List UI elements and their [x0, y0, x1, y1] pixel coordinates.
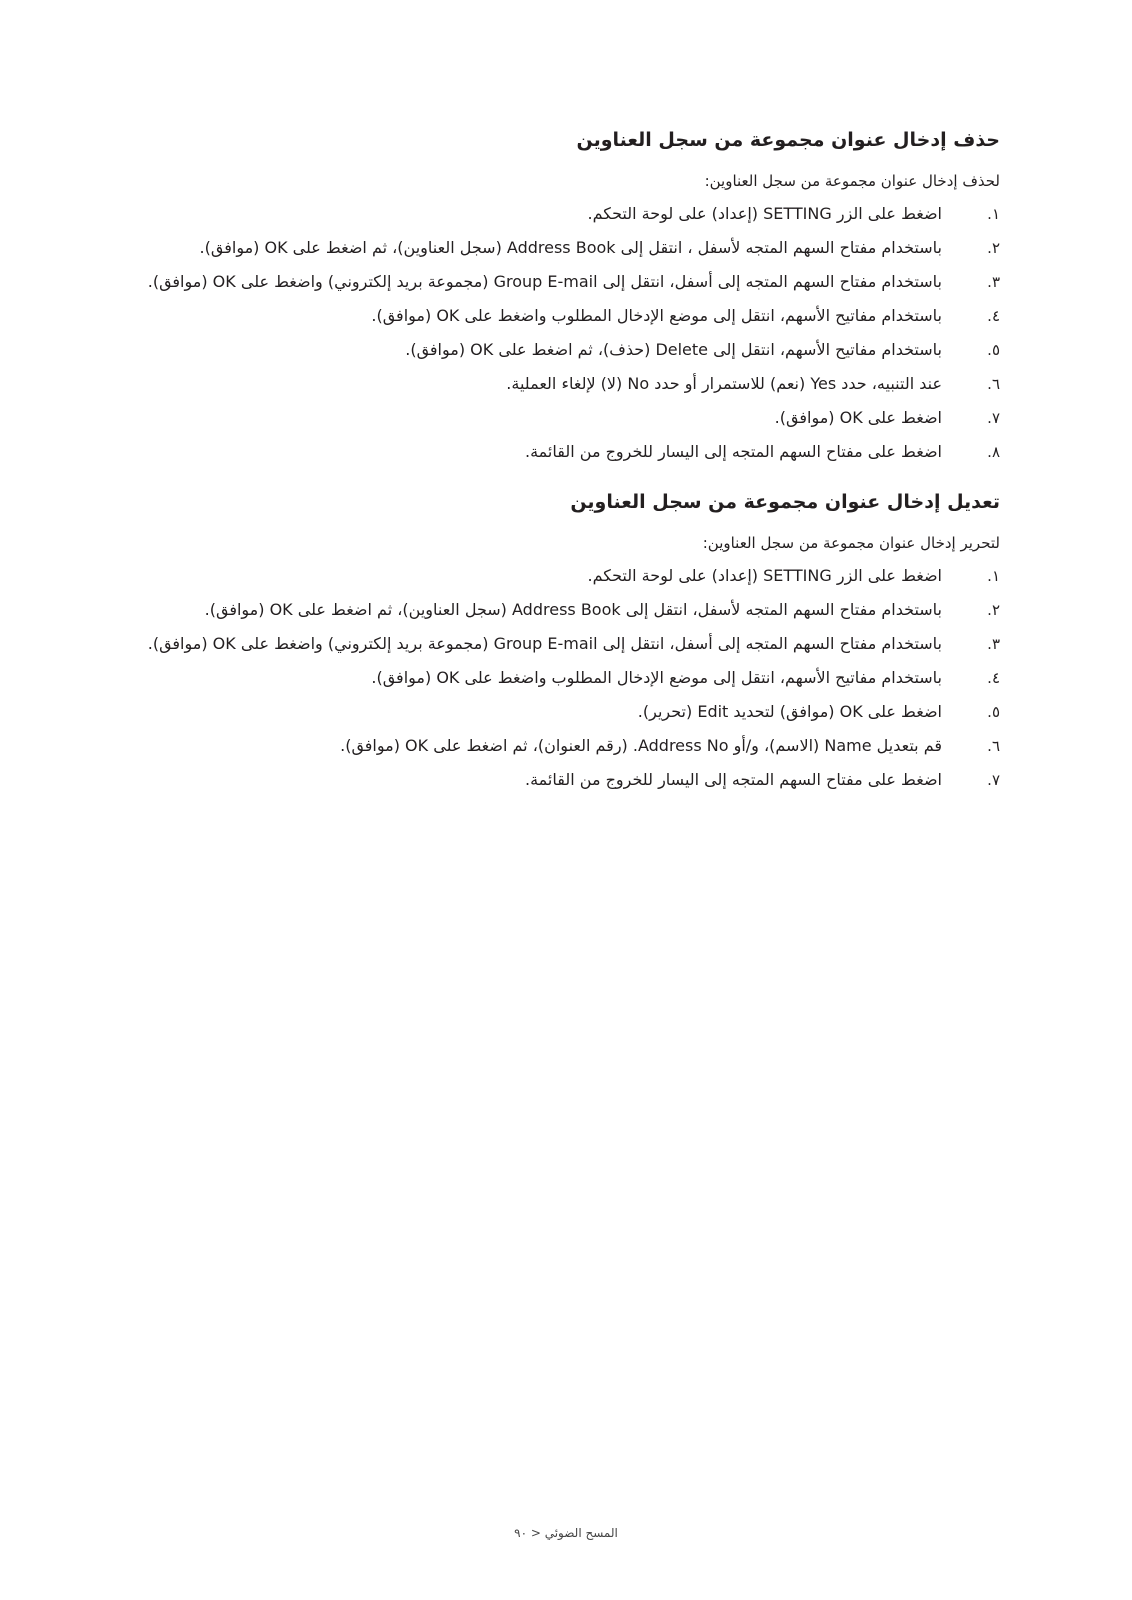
- step-text: باستخدام مفتاح السهم المتجه إلى أسفل، انتقل إلى Group E-mail (مجموعة بريد إلكتروني) واضغط على OK (موافق).: [147, 634, 942, 653]
- step-text: باستخدام مفتاح السهم المتجه لأسفل، انتقل إلى Address Book (سجل العناوين)، ثم اضغط على OK (موافق).: [204, 600, 942, 619]
- step-item: [120, 270, 1000, 294]
- step-item: [120, 202, 1000, 226]
- step-item: [120, 734, 1000, 758]
- step-number: ٨.: [987, 443, 1000, 461]
- step-number: ٦.: [987, 737, 1000, 755]
- step-item: [120, 666, 1000, 690]
- step-number: ٣.: [987, 635, 1000, 653]
- step-text: اضغط على مفتاح السهم المتجه إلى اليسار للخروج من القائمة.: [525, 442, 942, 461]
- step-text: اضغط على مفتاح السهم المتجه إلى اليسار للخروج من القائمة.: [525, 770, 942, 789]
- step-item: [120, 768, 1000, 792]
- step-item: [120, 338, 1000, 362]
- step-number: ٢.: [987, 239, 1000, 257]
- step-item: [120, 236, 1000, 260]
- step-number: ١.: [987, 567, 1000, 585]
- step-number: ٣.: [987, 273, 1000, 291]
- step-number: ٥.: [987, 703, 1000, 721]
- steps-list: [120, 564, 1000, 792]
- section-delete-group-entry: [120, 128, 1000, 474]
- page-footer: المسح الضوئي < ٩٠: [514, 1526, 618, 1540]
- step-number: ٢.: [987, 601, 1000, 619]
- step-item: [120, 700, 1000, 724]
- section-edit-group-entry: [120, 490, 1000, 802]
- step-number: ٥.: [987, 341, 1000, 359]
- step-text: قم بتعديل Name (الاسم)، و/أو Address No. (رقم العنوان)، ثم اضغط على OK (موافق).: [340, 736, 942, 755]
- steps-list: [120, 202, 1000, 464]
- step-text: باستخدام مفتاح السهم المتجه إلى أسفل، انتقل إلى Group E-mail (مجموعة بريد إلكتروني) واضغط على OK (موافق).: [147, 272, 942, 291]
- step-number: ٤.: [987, 669, 1000, 687]
- step-number: ٧.: [987, 771, 1000, 789]
- step-item: [120, 304, 1000, 328]
- step-text: باستخدام مفاتيح الأسهم، انتقل إلى موضع الإدخال المطلوب واضغط على OK (موافق).: [371, 306, 942, 325]
- step-item: [120, 372, 1000, 396]
- step-text: اضغط على الزر SETTING (إعداد) على لوحة التحكم.: [587, 566, 942, 585]
- step-item: [120, 440, 1000, 464]
- section-intro: لحذف إدخال عنوان مجموعة من سجل العناوين:: [704, 172, 1000, 190]
- section-heading: حذف إدخال عنوان مجموعة من سجل العناوين: [576, 129, 1000, 151]
- step-item: [120, 598, 1000, 622]
- section-heading: تعديل إدخال عنوان مجموعة من سجل العناوين: [570, 491, 1000, 513]
- section-intro: لتحرير إدخال عنوان مجموعة من سجل العناوين:: [702, 534, 1000, 552]
- step-number: ٧.: [987, 409, 1000, 427]
- step-item: [120, 564, 1000, 588]
- step-item: [120, 406, 1000, 430]
- step-text: عند التنبيه، حدد Yes (نعم) للاستمرار أو حدد No (لا) لإلغاء العملية.: [506, 374, 942, 393]
- step-text: اضغط على الزر SETTING (إعداد) على لوحة التحكم.: [587, 204, 942, 223]
- step-number: ٤.: [987, 307, 1000, 325]
- step-number: ١.: [987, 205, 1000, 223]
- step-item: [120, 632, 1000, 656]
- step-text: باستخدام مفاتيح الأسهم، انتقل إلى موضع الإدخال المطلوب واضغط على OK (موافق).: [371, 668, 942, 687]
- step-text: اضغط على OK (موافق).: [774, 408, 942, 427]
- step-text: باستخدام مفتاح السهم المتجه لأسفل ، انتقل إلى Address Book (سجل العناوين)، ثم اضغط على OK (موافق).: [199, 238, 942, 257]
- step-number: ٦.: [987, 375, 1000, 393]
- step-text: باستخدام مفاتيح الأسهم، انتقل إلى Delete (حذف)، ثم اضغط على OK (موافق).: [405, 340, 942, 359]
- step-text: اضغط على OK (موافق) لتحديد Edit (تحرير).: [637, 702, 942, 721]
